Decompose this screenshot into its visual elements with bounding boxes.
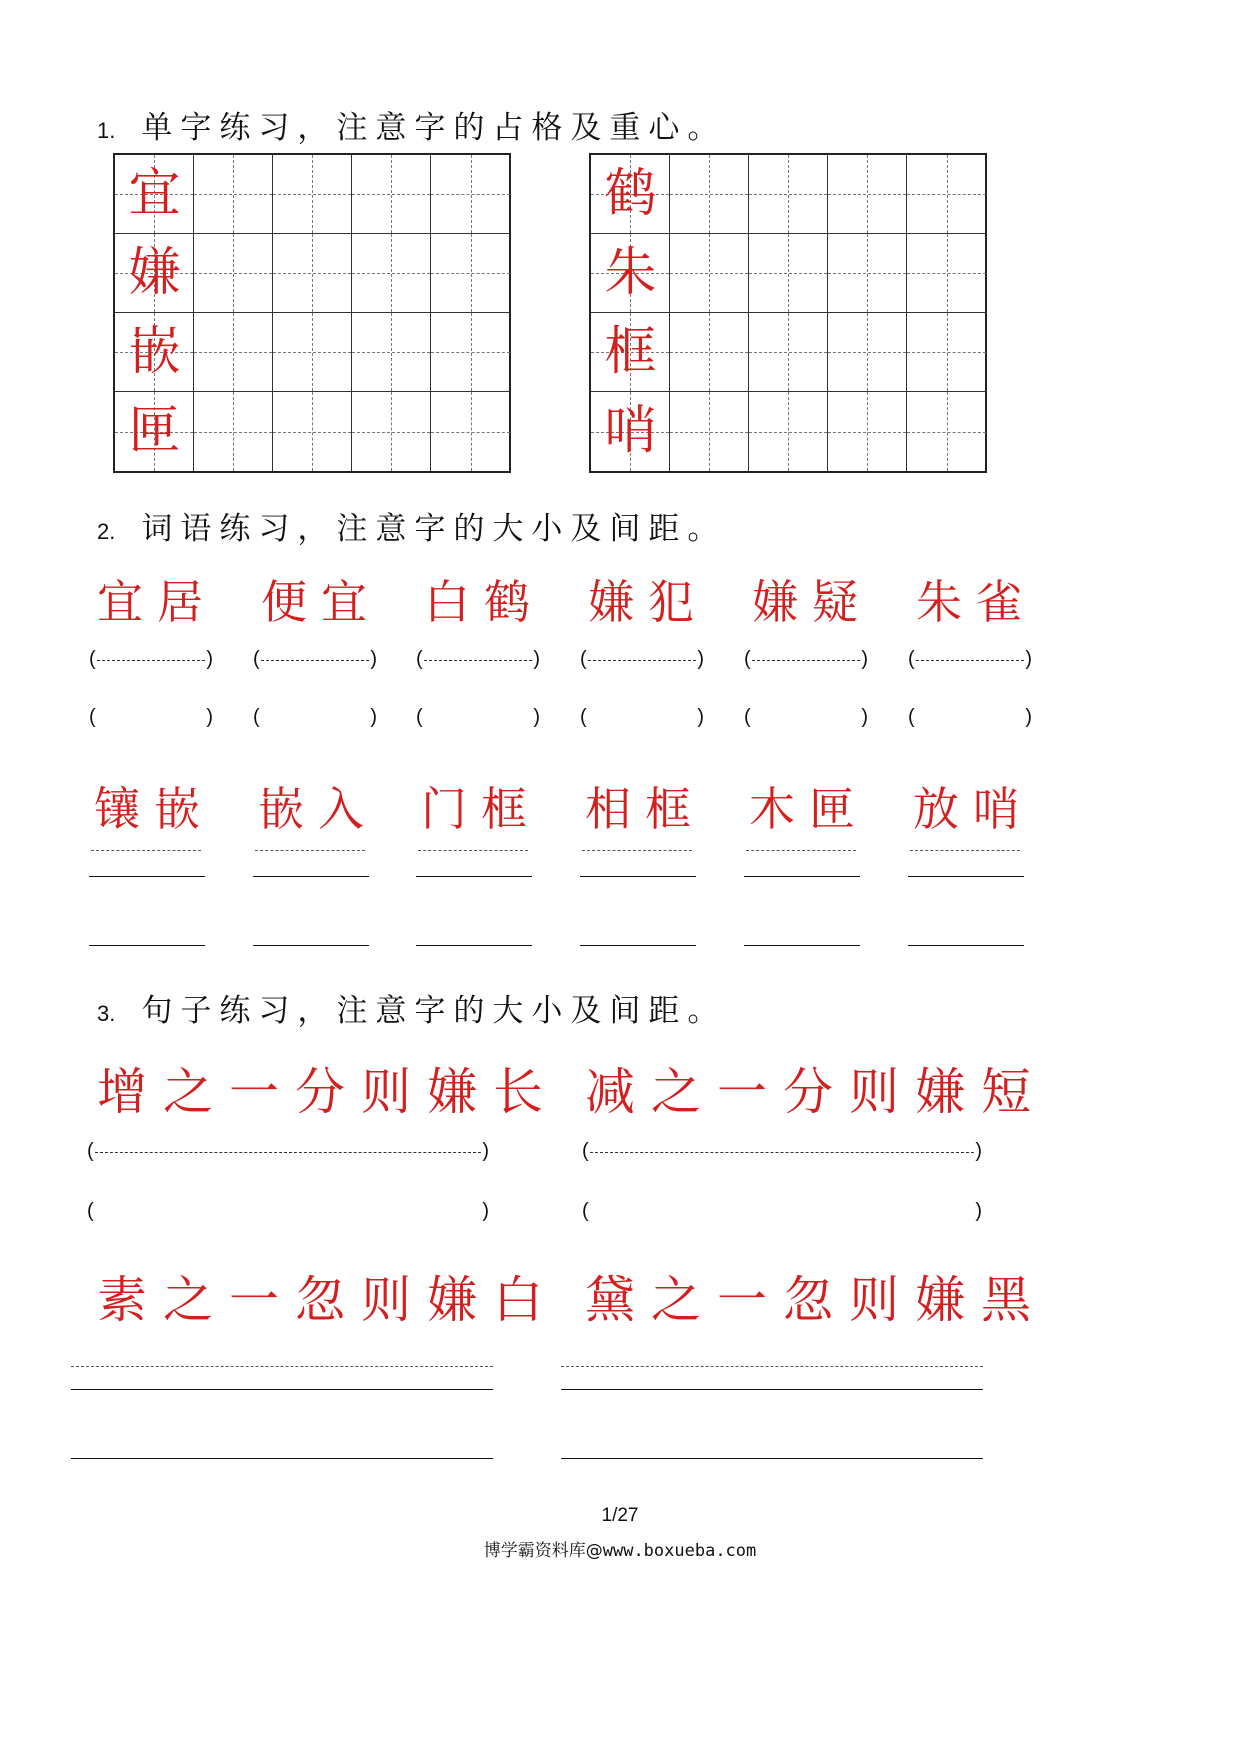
grid-cell-model xyxy=(591,392,670,471)
word-row2: 镶嵌 xyxy=(94,782,214,836)
footer-watermark xyxy=(0,1536,1240,1561)
model-character: 匣 xyxy=(128,401,181,461)
grid-cell-blank[interactable] xyxy=(907,234,986,313)
word-row1: 便宜 xyxy=(261,575,381,629)
section3-title xyxy=(97,985,726,1030)
grid-cell-blank[interactable] xyxy=(194,155,273,234)
pinyin-dash-blank[interactable]: ( ) xyxy=(908,648,1032,670)
word-row1: 嫌犯 xyxy=(588,575,708,629)
word-guide-dash xyxy=(746,850,856,851)
practice-grid-left xyxy=(113,153,511,473)
grid-cell-blank[interactable] xyxy=(670,313,749,392)
grid-cell-blank[interactable] xyxy=(749,155,828,234)
grid-cell-blank[interactable] xyxy=(352,234,431,313)
grid-cell-blank[interactable] xyxy=(749,392,828,471)
grid-cell-blank[interactable] xyxy=(907,392,986,471)
practice-grid-right xyxy=(589,153,987,473)
footer-site-url: www.boxueba.com xyxy=(602,1541,757,1561)
sentence-pinyin-blank-right[interactable]: ( ) xyxy=(582,1200,982,1222)
word-row1: 朱雀 xyxy=(916,575,1036,629)
model-character: 鹤 xyxy=(604,164,657,224)
word-write-line-2[interactable] xyxy=(908,945,1024,946)
section3-title-text: 句子练习，注意字的大小及间距。 xyxy=(141,993,727,1029)
grid-row xyxy=(591,155,985,234)
grid-cell-blank[interactable] xyxy=(670,234,749,313)
grid-cell-blank[interactable] xyxy=(907,155,986,234)
grid-row xyxy=(115,392,509,471)
grid-cell-blank[interactable] xyxy=(670,155,749,234)
word-row2: 相框 xyxy=(585,782,705,836)
pinyin-dash-blank[interactable]: ( ) xyxy=(253,648,377,670)
word-write-line-1[interactable] xyxy=(89,876,205,877)
pinyin-blank[interactable]: ( ) xyxy=(580,706,704,728)
word-guide-dash xyxy=(582,850,692,851)
word-write-line-1[interactable] xyxy=(253,876,369,877)
grid-cell-model xyxy=(591,313,670,392)
grid-cell-blank[interactable] xyxy=(352,392,431,471)
grid-cell-blank[interactable] xyxy=(670,392,749,471)
section3-number: 3. xyxy=(97,1001,116,1026)
sentence-guide-dash-right xyxy=(561,1366,983,1367)
grid-cell-blank[interactable] xyxy=(352,155,431,234)
grid-cell-blank[interactable] xyxy=(828,155,907,234)
word-row2: 木匣 xyxy=(749,782,869,836)
word-write-line-1[interactable] xyxy=(416,876,532,877)
grid-cell-blank[interactable] xyxy=(194,313,273,392)
word-guide-dash xyxy=(418,850,528,851)
grid-cell-blank[interactable] xyxy=(273,234,352,313)
section1-number: 1. xyxy=(97,118,116,143)
grid-cell-blank[interactable] xyxy=(273,392,352,471)
sentence-write-line-left-2[interactable] xyxy=(71,1458,493,1459)
section2-title-text: 词语练习，注意字的大小及间距。 xyxy=(141,511,727,547)
pinyin-blank[interactable]: ( ) xyxy=(744,706,868,728)
word-write-line-2[interactable] xyxy=(89,945,205,946)
grid-cell-model xyxy=(115,392,194,471)
grid-cell-blank[interactable] xyxy=(194,392,273,471)
model-character: 哨 xyxy=(604,401,657,461)
grid-row xyxy=(115,155,509,234)
section2-number: 2. xyxy=(97,519,116,544)
grid-cell-model xyxy=(115,155,194,234)
word-write-line-1[interactable] xyxy=(744,876,860,877)
model-character: 嫌 xyxy=(128,243,181,303)
model-character: 宜 xyxy=(128,164,181,224)
pinyin-dash-blank[interactable]: ( ) xyxy=(580,648,704,670)
sentence-jian: 减之一分则嫌短 xyxy=(585,1063,1047,1121)
grid-cell-blank[interactable] xyxy=(194,234,273,313)
grid-cell-blank[interactable] xyxy=(907,313,986,392)
sentence-write-line-left-1[interactable] xyxy=(71,1389,493,1390)
word-row2: 放哨 xyxy=(913,782,1033,836)
pinyin-dash-blank[interactable]: ( ) xyxy=(89,648,213,670)
word-row2: 门框 xyxy=(421,782,541,836)
sentence-pinyin-blank-left[interactable]: ( ) xyxy=(87,1200,489,1222)
sentence-write-line-right-2[interactable] xyxy=(561,1458,983,1459)
word-write-line-1[interactable] xyxy=(580,876,696,877)
pinyin-dash-blank[interactable]: ( ) xyxy=(744,648,868,670)
grid-cell-model xyxy=(115,234,194,313)
model-character: 朱 xyxy=(604,243,657,303)
word-row1: 嫌疑 xyxy=(752,575,872,629)
grid-cell-blank[interactable] xyxy=(749,313,828,392)
word-guide-dash xyxy=(91,850,201,851)
grid-row xyxy=(591,234,985,313)
word-write-line-1[interactable] xyxy=(908,876,1024,877)
pinyin-blank[interactable]: ( ) xyxy=(89,706,213,728)
grid-cell-model xyxy=(591,155,670,234)
word-row2: 嵌入 xyxy=(258,782,378,836)
section1-title xyxy=(97,102,726,147)
word-row1: 宜居 xyxy=(97,575,217,629)
grid-cell-model xyxy=(115,313,194,392)
grid-row xyxy=(591,392,985,471)
pinyin-blank[interactable]: ( ) xyxy=(416,706,540,728)
section2-title xyxy=(97,503,726,548)
sentence-guide-dash-left xyxy=(71,1366,493,1367)
sentence-write-line-right-1[interactable] xyxy=(561,1389,983,1390)
pinyin-blank[interactable]: ( ) xyxy=(908,706,1032,728)
grid-cell-blank[interactable] xyxy=(431,155,510,234)
sentence-zeng: 增之一分则嫌长 xyxy=(97,1063,559,1121)
word-row1: 白鹤 xyxy=(424,575,544,629)
grid-cell-blank[interactable] xyxy=(749,234,828,313)
grid-row xyxy=(115,313,509,392)
pinyin-blank[interactable]: ( ) xyxy=(253,706,377,728)
grid-cell-blank[interactable] xyxy=(828,392,907,471)
sentence-pinyin-dash-left[interactable]: ( ) xyxy=(87,1140,489,1162)
sentence-pinyin-dash-right[interactable]: ( ) xyxy=(582,1140,982,1162)
word-write-line-2[interactable] xyxy=(253,945,369,946)
grid-cell-blank[interactable] xyxy=(828,234,907,313)
grid-row xyxy=(591,313,985,392)
word-write-line-2[interactable] xyxy=(744,945,860,946)
page-number: 1/27 xyxy=(601,1505,639,1526)
footer-site-name: 博学霸资料库@ xyxy=(483,1541,603,1561)
model-character: 嵌 xyxy=(128,322,181,382)
grid-row xyxy=(115,234,509,313)
sentence-su: 素之一忽则嫌白 xyxy=(97,1271,559,1329)
grid-cell-blank[interactable] xyxy=(431,234,510,313)
grid-cell-model xyxy=(591,234,670,313)
word-write-line-2[interactable] xyxy=(416,945,532,946)
word-guide-dash xyxy=(255,850,365,851)
model-character: 框 xyxy=(604,322,657,382)
grid-cell-blank[interactable] xyxy=(431,313,510,392)
grid-cell-blank[interactable] xyxy=(273,155,352,234)
word-guide-dash xyxy=(910,850,1020,851)
section1-title-text: 单字练习，注意字的占格及重心。 xyxy=(141,110,727,146)
sentence-dai: 黛之一忽则嫌黑 xyxy=(585,1271,1047,1329)
grid-cell-blank[interactable] xyxy=(431,392,510,471)
grid-cell-blank[interactable] xyxy=(273,313,352,392)
pinyin-dash-blank[interactable]: ( ) xyxy=(416,648,540,670)
grid-cell-blank[interactable] xyxy=(828,313,907,392)
word-write-line-2[interactable] xyxy=(580,945,696,946)
grid-cell-blank[interactable] xyxy=(352,313,431,392)
